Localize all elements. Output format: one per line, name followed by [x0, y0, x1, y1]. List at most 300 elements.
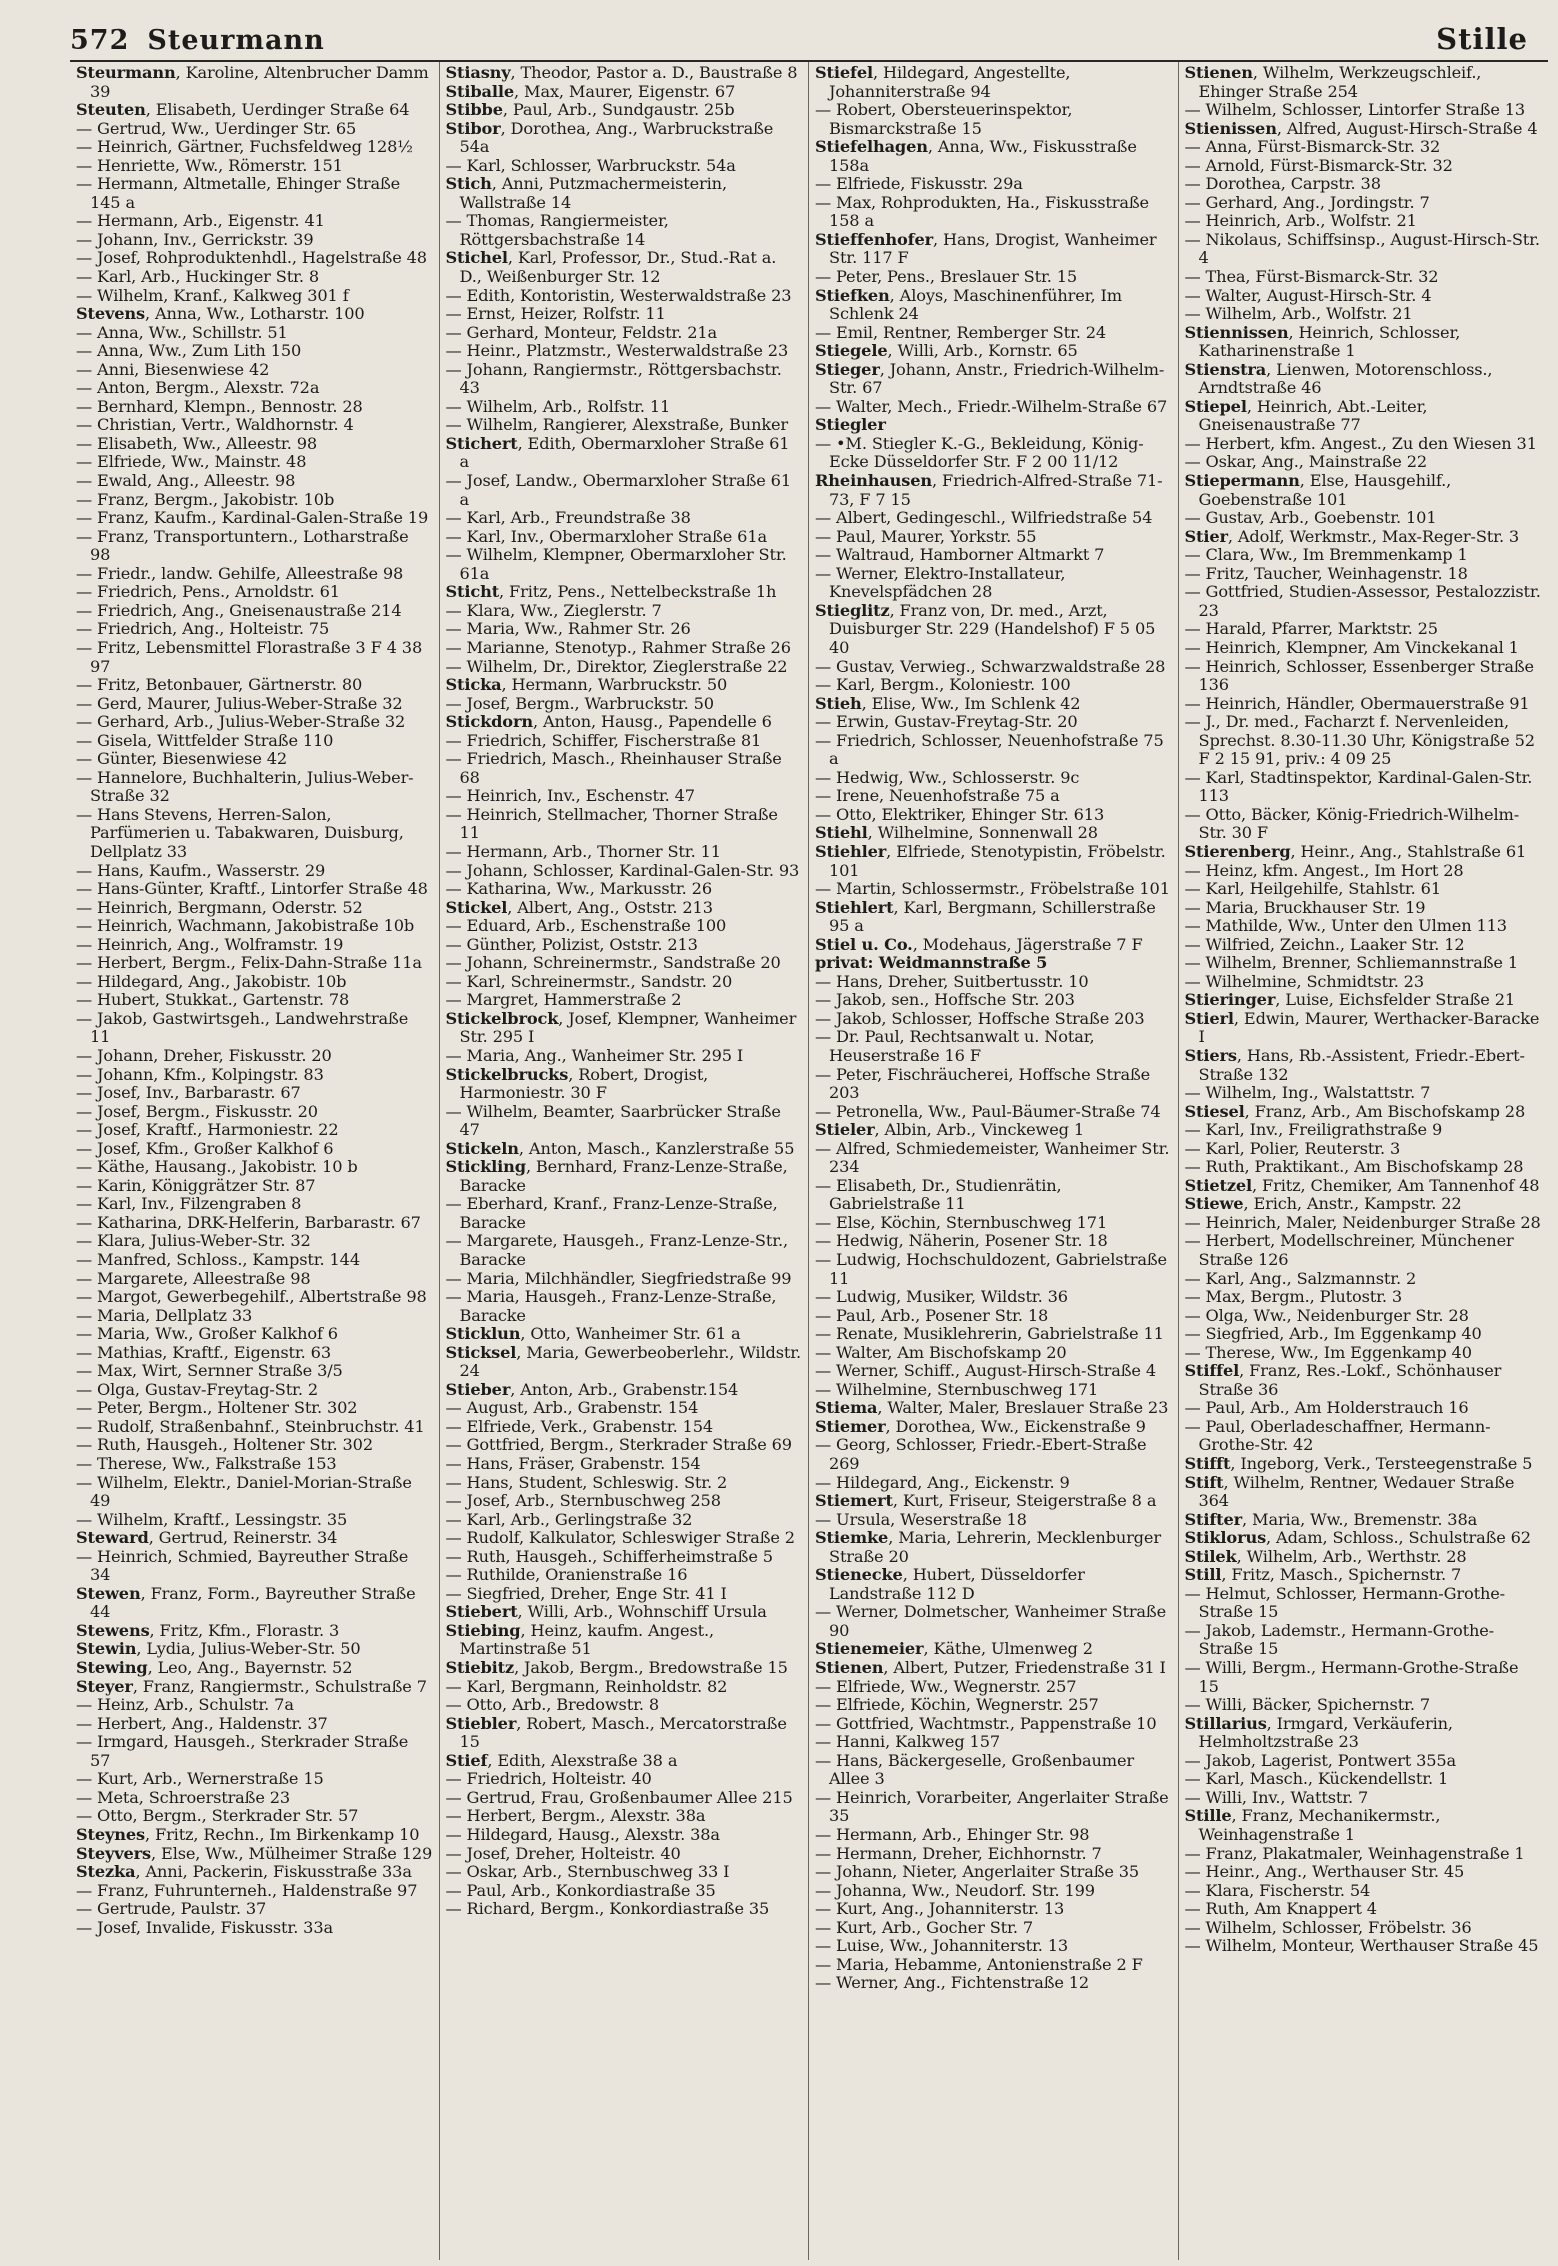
directory-entry: — Anna, Fürst-Bismarck-Str. 32: [1184, 137, 1441, 157]
directory-entry: Stibor, Dorothea, Ang., Warbruckstraße 54a: [445, 118, 774, 157]
directory-entry: — Irene, Neuenhofstraße 75 a: [815, 786, 1060, 806]
directory-entry: — Heinrich, Arb., Wolfstr. 21: [1184, 211, 1417, 231]
directory-entry: — Gertrude, Paulstr. 37: [76, 1899, 267, 1919]
directory-entry: — Hermann, Arb., Thorner Str. 11: [445, 841, 721, 861]
directory-entry: — Ewald, Ang., Alleestr. 98: [76, 471, 296, 491]
directory-entry: — Georg, Schlosser, Friedr.-Ebert-Straße 269: [815, 1435, 1147, 1474]
directory-entry: Stiel u. Co., Modehaus, Jägerstraße 7 F: [815, 934, 1143, 954]
directory-entry: Stiers, Hans, Rb.-Assistent, Friedr.-Ebert-Straße 132: [1184, 1045, 1525, 1084]
directory-entry: — Herbert, Bergm., Alexstr. 38a: [445, 1806, 706, 1826]
directory-entry: Stieringer, Luise, Eichsfelder Straße 21: [1184, 990, 1516, 1010]
directory-entry: Stiklorus, Adam, Schloss., Schulstraße 62: [1184, 1528, 1531, 1548]
directory-entry: Stewing, Leo, Ang., Bayernstr. 52: [76, 1658, 353, 1678]
directory-entry: — Heinr., Ang., Werthauser Str. 45: [1184, 1862, 1465, 1882]
directory-entry: — Gustav, Arb., Goebenstr. 101: [1184, 508, 1437, 528]
directory-entry: — Paul, Arb., Konkordiastraße 35: [445, 1880, 716, 1900]
directory-entry: — Ruth, Am Knappert 4: [1184, 1899, 1377, 1919]
directory-entry: Stiebert, Willi, Arb., Wohnschiff Ursula: [445, 1602, 767, 1622]
directory-entry: — Christian, Vertr., Waldhornstr. 4: [76, 415, 354, 435]
directory-entry: — Eberhard, Kranf., Franz-Lenze-Straße, Baracke: [445, 1194, 778, 1232]
directory-entry: — Karl, Heilgehilfe, Stahlstr. 61: [1184, 879, 1441, 899]
directory-entry: — Johann, Schlosser, Kardinal-Galen-Str. 93: [445, 860, 800, 880]
directory-entry: — Karl, Stadtinspektor, Kardinal-Galen-Str. 113: [1184, 767, 1533, 806]
directory-entry: — Gisela, Wittfelder Straße 110: [76, 730, 334, 750]
directory-entry: — Clara, Ww., Im Bremmenkamp 1: [1184, 545, 1468, 565]
directory-entry: Stiemke, Maria, Lehrerin, Mecklenburger Straße 20: [815, 1528, 1161, 1566]
directory-entry: — Johann, Dreher, Fiskusstr. 20: [76, 1045, 332, 1065]
directory-entry: Stierenberg, Heinr., Ang., Stahlstraße 61: [1184, 841, 1527, 861]
directory-entry: — Margret, Hammerstraße 2: [445, 990, 682, 1010]
header-last-entry: Stille: [1436, 22, 1528, 56]
directory-entry: — Jakob, Lademstr., Hermann-Grothe-Straße 15: [1184, 1620, 1494, 1659]
directory-entry: — Klara, Julius-Weber-Str. 32: [76, 1231, 311, 1251]
directory-entry: Stieffenhofer, Hans, Drogist, Wanheimer Str. 117 F: [815, 229, 1157, 268]
directory-entry: — Willi, Bergm., Hermann-Grothe-Straße 15: [1184, 1658, 1519, 1696]
directory-entry: — Jakob, Lagerist, Pontwert 355a: [1184, 1750, 1457, 1770]
directory-entry: — August, Arb., Grabenstr. 154: [445, 1398, 699, 1418]
directory-entry: — Hans Stevens, Herren-Salon, Parfümerien u. Tabakwaren, Duisburg, Dellplatz 33: [76, 804, 404, 861]
directory-entry: — Friedrich, Schiffer, Fischerstraße 81: [445, 730, 762, 750]
directory-entry: — Karl, Inv., Filzengraben 8: [76, 1194, 302, 1214]
directory-entry: — Hermann, Dreher, Eichhornstr. 7: [815, 1843, 1102, 1863]
directory-column-2: [440, 62, 810, 2260]
directory-entry: — Karl, Bergmann, Reinholdstr. 82: [445, 1676, 728, 1696]
directory-entry: — Peter, Fischräucherei, Hoffsche Straße 203: [815, 1064, 1151, 1103]
directory-entry: — Johann, Schreinermstr., Sandstraße 20: [445, 953, 781, 973]
directory-entry: Stickelbrock, Josef, Klempner, Wanheimer Str. 295 I: [445, 1008, 797, 1047]
directory-entry: — Peter, Pens., Breslauer Str. 15: [815, 267, 1078, 287]
directory-entry: Stiehlert, Karl, Bergmann, Schillerstraße 95 a: [815, 897, 1156, 936]
directory-entry: — Josef, Kraftf., Harmoniestr. 22: [76, 1120, 339, 1140]
directory-entry: — Max, Rohprodukten, Ha., Fiskusstraße 158 a: [815, 192, 1149, 231]
directory-entry: — Heinrich, Klempner, Am Vinckekanal 1: [1184, 637, 1519, 657]
directory-entry: — Fritz, Taucher, Weinhagenstr. 18: [1184, 563, 1468, 583]
directory-entry: — Wilhelm, Elektr., Daniel-Morian-Straße 49: [76, 1472, 412, 1511]
directory-entry: — Heinz, kfm. Angest., Im Hort 28: [1184, 860, 1464, 880]
directory-entry: — Heinrich, Stellmacher, Thorner Straße 11: [445, 804, 778, 843]
directory-entry: — Karl, Inv., Obermarxloher Straße 61a: [445, 526, 767, 546]
header-left: [70, 25, 325, 56]
directory-entry: Stiewe, Erich, Anstr., Kampstr. 22: [1184, 1194, 1462, 1214]
directory-entry: Stewin, Lydia, Julius-Weber-Str. 50: [76, 1639, 361, 1659]
directory-entry: — Wilhelm, Kraftf., Lessingstr. 35: [76, 1509, 348, 1529]
directory-entry: — Max, Bergm., Plutostr. 3: [1184, 1287, 1403, 1307]
directory-entry: Stienecke, Hubert, Düsseldorfer Landstraße 112 D: [815, 1565, 1085, 1603]
directory-entry: — Franz, Fuhrunterneh., Haldenstraße 97: [76, 1880, 418, 1900]
directory-entry: — Hanni, Kalkweg 157: [815, 1732, 1000, 1752]
directory-entry: privat: Weidmannstraße 5: [815, 953, 1048, 973]
directory-entry: — Ludwig, Hochschuldozent, Gabrielstraße 11: [815, 1250, 1167, 1288]
directory-entry: — Hildegard, Ang., Eickenstr. 9: [815, 1472, 1070, 1492]
directory-entry: Stevens, Anna, Ww., Lotharstr. 100: [76, 304, 365, 324]
directory-entry: — Edith, Kontoristin, Westerwaldstraße 23: [445, 285, 792, 305]
directory-entry: — Elisabeth, Dr., Studienrätin, Gabrielstraße 11: [815, 1175, 1062, 1214]
directory-entry: — Thomas, Rangiermeister, Röttgersbachstraße 14: [445, 211, 669, 249]
directory-entry: — Dorothea, Carpstr. 38: [1184, 174, 1381, 194]
directory-entry: — Herbert, Ang., Haldenstr. 37: [76, 1713, 328, 1733]
directory-entry: — Heinrich, Schlosser, Essenberger Straße 136: [1184, 656, 1534, 695]
directory-entry: — Oskar, Arb., Sternbuschweg 33 I: [445, 1862, 730, 1882]
directory-entry: — Paul, Arb., Posener Str. 18: [815, 1305, 1049, 1325]
directory-entry: — Luise, Ww., Johanniterstr. 13: [815, 1936, 1069, 1956]
directory-entry: — Margarete, Alleestraße 98: [76, 1268, 311, 1288]
directory-entry: — Anna, Ww., Schillstr. 51: [76, 322, 288, 342]
directory-entry: Stewens, Fritz, Kfm., Florastr. 3: [76, 1620, 340, 1640]
directory-entry: — Wilhelm, Arb., Rolfstr. 11: [445, 396, 671, 416]
directory-entry: — Eduard, Arb., Eschenstraße 100: [445, 916, 727, 936]
directory-entry: — Elfriede, Ww., Mainstr. 48: [76, 452, 307, 472]
directory-entry: — Karl, Masch., Kückendellstr. 1: [1184, 1769, 1449, 1789]
directory-entry: — Johann, Nieter, Angerlaiter Straße 35: [815, 1862, 1140, 1882]
directory-entry: — Gerhard, Monteur, Feldstr. 21a: [445, 322, 718, 342]
directory-entry: — Ludwig, Musiker, Wildstr. 36: [815, 1287, 1068, 1307]
directory-entry: — Wilhelm, Schlosser, Lintorfer Straße 13: [1184, 100, 1526, 120]
directory-entry: Stiebitz, Jakob, Bergm., Bredowstraße 15: [445, 1658, 788, 1678]
directory-entry: — Friedrich, Masch., Rheinhauser Straße 68: [445, 749, 782, 787]
directory-entry: — Herbert, Modellschreiner, Münchener Straße 126: [1184, 1231, 1514, 1269]
directory-entry: Stiepermann, Else, Hausgehilf., Goebenstraße 101: [1184, 471, 1452, 509]
directory-entry: Stichert, Edith, Obermarxloher Straße 61 a: [445, 433, 790, 472]
directory-entry: — Elfriede, Ww., Wegnerstr. 257: [815, 1676, 1077, 1696]
directory-entry: Stienen, Wilhelm, Werkzeugschleif., Ehinger Straße 254: [1184, 63, 1482, 101]
directory-entry: — Olga, Gustav-Freytag-Str. 2: [76, 1379, 318, 1399]
directory-entry: — Dr. Paul, Rechtsanwalt u. Notar, Heuserstraße 16 F: [815, 1027, 1095, 1065]
page-header: [70, 8, 1548, 62]
directory-entry: — Heinrich, Händler, Obermauerstraße 91: [1184, 693, 1530, 713]
directory-entry: — Johann, Kfm., Kolpingstr. 83: [76, 1064, 324, 1084]
directory-entry: Steyvers, Else, Ww., Mülheimer Straße 129: [76, 1843, 433, 1863]
directory-entry: — Renate, Musiklehrerin, Gabrielstraße 11: [815, 1324, 1164, 1344]
directory-entry: — Josef, Bergm., Fiskusstr. 20: [76, 1101, 318, 1121]
directory-entry: — Paul, Arb., Am Holderstrauch 16: [1184, 1398, 1469, 1418]
directory-entry: Stiemert, Kurt, Friseur, Steigerstraße 8 a: [815, 1491, 1157, 1511]
directory-entry: Still, Fritz, Masch., Spichernstr. 7: [1184, 1565, 1462, 1585]
directory-entry: — Katharina, Ww., Markusstr. 26: [445, 879, 712, 899]
directory-entry: — Therese, Ww., Falkstraße 153: [76, 1454, 337, 1474]
directory-entry: — Heinrich, Gärtner, Fuchsfeldweg 128½: [76, 137, 413, 157]
directory-entry: — Gerd, Maurer, Julius-Weber-Straße 32: [76, 693, 403, 713]
directory-entry: Stief, Edith, Alexstraße 38 a: [445, 1750, 678, 1770]
directory-entry: — Maria, Bruckhauser Str. 19: [1184, 897, 1426, 917]
directory-entry: — Hans, Bäckergeselle, Großenbaumer Allee 3: [815, 1750, 1135, 1789]
directory-entry: — Otto, Bergm., Sterkrader Str. 57: [76, 1806, 359, 1826]
directory-entry: — Arnold, Fürst-Bismarck-Str. 32: [1184, 155, 1453, 175]
directory-entry: Stilek, Wilhelm, Arb., Werthstr. 28: [1184, 1546, 1467, 1566]
directory-entry: — Hedwig, Näherin, Posener Str. 18: [815, 1231, 1108, 1251]
directory-entry: Stiegler: [815, 415, 886, 435]
directory-entry: — Hermann, Arb., Ehinger Str. 98: [815, 1824, 1090, 1844]
directory-entry: — Franz, Plakatmaler, Weinhagenstraße 1: [1184, 1843, 1525, 1863]
directory-entry: Stiehler, Elfriede, Stenotypistin, Fröbelstr. 101: [815, 841, 1166, 880]
directory-entry: — Josef, Arb., Sternbuschweg 258: [445, 1491, 721, 1511]
directory-entry: — Friedrich, Schlosser, Neuenhofstraße 75 a: [815, 730, 1164, 769]
directory-entry: — Margot, Gewerbegehilf., Albertstraße 98: [76, 1287, 427, 1307]
directory-entry: — Thea, Fürst-Bismarck-Str. 32: [1184, 267, 1439, 287]
directory-entry: — Karl, Schreinermstr., Sandstr. 20: [445, 971, 733, 991]
directory-entry: — Wilhelmine, Sternbuschweg 171: [815, 1379, 1099, 1399]
directory-entry: — Friedrich, Ang., Gneisenaustraße 214: [76, 600, 402, 620]
directory-entry: Stiema, Walter, Maler, Breslauer Straße 23: [815, 1398, 1169, 1418]
page-number: 572: [70, 25, 130, 56]
directory-entry: — Otto, Elektriker, Ehinger Str. 613: [815, 804, 1105, 824]
directory-entry: Stiegele, Willi, Arb., Kornstr. 65: [815, 341, 1078, 361]
directory-entry: — Wilfried, Zeichn., Laaker Str. 12: [1184, 934, 1465, 954]
directory-entry: — Werner, Dolmetscher, Wanheimer Straße 90: [815, 1602, 1167, 1640]
directory-entry: — Maria, Ang., Wanheimer Str. 295 I: [445, 1045, 744, 1065]
directory-entry: Stienissen, Alfred, August-Hirsch-Straße 4: [1184, 118, 1538, 138]
directory-entry: — J., Dr. med., Facharzt f. Nervenleiden, Sprechst. 8.30-11.30 Uhr, Königstraße 52 F 2 15 91, priv.: 4 09 25: [1184, 712, 1535, 769]
directory-entry: — Wilhelm, Brenner, Schliemannstraße 1: [1184, 953, 1518, 973]
directory-entry: — Franz, Transportuntern., Lotharstraße 98: [76, 526, 409, 565]
directory-entry: — Harald, Pfarrer, Marktstr. 25: [1184, 619, 1438, 639]
directory-entry: Stezka, Anni, Packerin, Fiskusstraße 33a: [76, 1862, 412, 1882]
directory-column-1: [70, 62, 440, 2260]
directory-entry: Stiepel, Heinrich, Abt.-Leiter, Gneisenaustraße 77: [1184, 396, 1428, 435]
directory-entry: — Jakob, sen., Hoffsche Str. 203: [815, 990, 1075, 1010]
directory-entry: — Elisabeth, Ww., Alleestr. 98: [76, 433, 317, 453]
directory-entry: — Ernst, Heizer, Rolfstr. 11: [445, 304, 666, 324]
directory-entry: — Kurt, Arb., Gocher Str. 7: [815, 1917, 1033, 1937]
directory-entry: — Katharina, DRK-Helferin, Barbarastr. 67: [76, 1212, 421, 1232]
directory-entry: Stiasny, Theodor, Pastor a. D., Baustraße 8: [445, 63, 798, 82]
directory-entry: — Wilhelm, Klempner, Obermarxloher Str. 61a: [445, 545, 787, 583]
directory-entry: — Maria, Milchhändler, Siegfriedstraße 99: [445, 1268, 792, 1288]
directory-entry: — Wilhelm, Dr., Direktor, Zieglerstraße 22: [445, 656, 788, 676]
directory-entry: Stieger, Johann, Anstr., Friedrich-Wilhelm-Str. 67: [815, 359, 1165, 398]
directory-entry: — Maria, Ww., Rahmer Str. 26: [445, 619, 691, 639]
directory-entry: — Petronella, Ww., Paul-Bäumer-Straße 74: [815, 1101, 1161, 1121]
directory-entry: — Siegfried, Arb., Im Eggenkamp 40: [1184, 1324, 1482, 1344]
directory-entry: — Johanna, Ww., Neudorf. Str. 199: [815, 1880, 1095, 1900]
directory-entry: — Maria, Ww., Großer Kalkhof 6: [76, 1324, 338, 1344]
directory-entry: — Gerhard, Arb., Julius-Weber-Straße 32: [76, 712, 406, 732]
directory-entry: — Albert, Gedingeschl., Wilfriedstraße 54: [815, 508, 1153, 528]
directory-entry: — Wilhelm, Beamter, Saarbrücker Straße 47: [445, 1101, 781, 1140]
directory-entry: — Franz, Bergm., Jakobistr. 10b: [76, 489, 335, 509]
directory-entry: — Gottfried, Bergm., Sterkrader Straße 69: [445, 1435, 792, 1455]
directory-entry: — Meta, Schroerstraße 23: [76, 1787, 291, 1807]
directory-entry: — Maria, Dellplatz 33: [76, 1305, 253, 1325]
directory-entry: — Karin, Königgrätzer Str. 87: [76, 1175, 316, 1195]
directory-entry: Stiehl, Wilhelmine, Sonnenwall 28: [815, 823, 1098, 843]
directory-entry: — Günther, Polizist, Oststr. 213: [445, 934, 698, 954]
directory-entry: — Kurt, Ang., Johanniterstr. 13: [815, 1899, 1065, 1919]
directory-entry: — Hubert, Stukkat., Gartenstr. 78: [76, 990, 350, 1010]
directory-entry: — Anna, Ww., Zum Lith 150: [76, 341, 302, 361]
directory-entry: Sticka, Hermann, Warbruckstr. 50: [445, 675, 728, 695]
directory-entry: — Gustav, Verwieg., Schwarzwaldstraße 28: [815, 656, 1166, 676]
directory-entry: — Herbert, Bergm., Felix-Dahn-Straße 11a: [76, 953, 422, 973]
directory-entry: Stifft, Ingeborg, Verk., Tersteegenstraße 5: [1184, 1454, 1533, 1474]
directory-entry: — Wilhelm, Arb., Wolfstr. 21: [1184, 304, 1413, 324]
header-first-entry: Steurmann: [147, 25, 325, 56]
directory-entry: Stiebing, Heinz, kaufm. Angest., Martinstraße 51: [445, 1620, 714, 1659]
directory-entry: — Werner, Elektro-Installateur, Knevelspfädchen 28: [815, 563, 1066, 602]
directory-entry: — Elfriede, Verk., Grabenstr. 154: [445, 1416, 714, 1436]
directory-entry: Stieber, Anton, Arb., Grabenstr.154: [445, 1379, 739, 1399]
directory-entry: — Peter, Bergm., Holtener Str. 302: [76, 1398, 358, 1418]
directory-entry: — Gottfried, Studien-Assessor, Pestalozzistr. 23: [1184, 582, 1541, 620]
directory-entry: — Wilhelm, Kranf., Kalkweg 301 f: [76, 285, 349, 305]
directory-entry: — Wilhelm, Monteur, Werthauser Straße 45: [1184, 1936, 1539, 1956]
directory-column-3: [809, 62, 1179, 2260]
directory-entry: Steward, Gertrud, Reinerstr. 34: [76, 1528, 338, 1548]
directory-entry: — Friedrich, Holteistr. 40: [445, 1769, 652, 1789]
directory-entry: — Walter, August-Hirsch-Str. 4: [1184, 285, 1432, 305]
directory-entry: — Max, Wirt, Sernner Straße 3/5: [76, 1361, 343, 1381]
directory-entry: — Hannelore, Buchhalterin, Julius-Weber-Straße 32: [76, 767, 414, 806]
directory-entry: — Gottfried, Wachtmstr., Pappenstraße 10: [815, 1713, 1157, 1733]
directory-entry: Stiesel, Franz, Arb., Am Bischofskamp 28: [1184, 1101, 1526, 1121]
directory-entry: — Josef, Inv., Barbarastr. 67: [76, 1083, 301, 1103]
directory-entry: — Herbert, kfm. Angest., Zu den Wiesen 31: [1184, 433, 1537, 453]
directory-entry: Sticklun, Otto, Wanheimer Str. 61 a: [445, 1324, 741, 1344]
directory-entry: — Wilhelm, Ing., Walstattstr. 7: [1184, 1083, 1431, 1103]
directory-entry: — Heinr., Platzmstr., Westerwaldstraße 23: [445, 341, 789, 361]
directory-entry: — Elfriede, Fiskusstr. 29a: [815, 174, 1023, 194]
directory-entry: Stienemeier, Käthe, Ulmenweg 2: [815, 1639, 1093, 1659]
directory-entry: Stieglitz, Franz von, Dr. med., Arzt, Duisburger Str. 229 (Handelshof) F 5 05 40: [815, 600, 1156, 657]
directory-entry: — Willi, Inv., Wattstr. 7: [1184, 1787, 1369, 1807]
directory-entry: — Josef, Rohproduktenhdl., Hagelstraße 48: [76, 248, 427, 268]
directory-entry: — Else, Köchin, Sternbuschweg 171: [815, 1212, 1108, 1232]
directory-entry: Stietzel, Fritz, Chemiker, Am Tannenhof 48: [1184, 1175, 1540, 1195]
directory-entry: — Walter, Am Bischofskamp 20: [815, 1342, 1067, 1362]
directory-entry: — Gerhard, Ang., Jordingstr. 7: [1184, 192, 1430, 212]
directory-entry: — Olga, Ww., Neidenburger Str. 28: [1184, 1305, 1469, 1325]
directory-entry: — Paul, Oberladeschaffner, Hermann-Grothe-Str. 42: [1184, 1416, 1491, 1455]
directory-entry: — Rudolf, Kalkulator, Schleswiger Straße 2: [445, 1528, 795, 1548]
directory-entry: — Josef, Dreher, Holteistr. 40: [445, 1843, 681, 1863]
directory-entry: — Karl, Arb., Gerlingstraße 32: [445, 1509, 693, 1529]
directory-entry: Stickdorn, Anton, Hausg., Papendelle 6: [445, 712, 772, 732]
directory-entry: — Hans, Dreher, Suitbertusstr. 10: [815, 971, 1089, 991]
directory-entry: — Maria, Hebamme, Antonienstraße 2 F: [815, 1954, 1143, 1974]
directory-entry: — Oskar, Ang., Mainstraße 22: [1184, 452, 1428, 472]
directory-entry: — Werner, Schiff., August-Hirsch-Straße 4: [815, 1361, 1156, 1381]
directory-entry: — Johann, Inv., Gerrickstr. 39: [76, 229, 314, 249]
directory-entry: Stiebler, Robert, Masch., Mercatorstraße 15: [445, 1713, 787, 1752]
directory-entry: — Wilhelmine, Schmidtstr. 23: [1184, 971, 1424, 991]
directory-entry: — Fritz, Lebensmittel Florastraße 3 F 4 38 97: [76, 637, 423, 676]
directory-entry: — Günter, Biesenwiese 42: [76, 749, 288, 769]
directory-entry: Stieh, Elise, Ww., Im Schlenk 42: [815, 693, 1081, 713]
directory-entry: — Mathilde, Ww., Unter den Ulmen 113: [1184, 916, 1507, 936]
directory-entry: — Hermann, Arb., Eigenstr. 41: [76, 211, 325, 231]
directory-entry: — Heinrich, Maler, Neidenburger Straße 28: [1184, 1212, 1541, 1232]
directory-entry: — Emil, Rentner, Remberger Str. 24: [815, 322, 1107, 342]
directory-entry: Steynes, Fritz, Rechn., Im Birkenkamp 10: [76, 1824, 420, 1844]
directory-entry: — Werner, Ang., Fichtenstraße 12: [815, 1973, 1090, 1993]
directory-entry: — Elfriede, Köchin, Wegnerstr. 257: [815, 1695, 1099, 1715]
directory-entry: — Ruth, Praktikant., Am Bischofskamp 28: [1184, 1157, 1524, 1177]
directory-entry: — Heinz, Arb., Schulstr. 7a: [76, 1695, 294, 1715]
directory-entry: — Hans, Student, Schleswig. Str. 2: [445, 1472, 728, 1492]
directory-entry: — Erwin, Gustav-Freytag-Str. 20: [815, 712, 1078, 732]
directory-entry: — Käthe, Hausang., Jakobistr. 10 b: [76, 1157, 358, 1177]
directory-entry: — Walter, Mech., Friedr.-Wilhelm-Straße 67: [815, 396, 1168, 416]
directory-entry: Stille, Franz, Mechanikermstr., Weinhagenstraße 1: [1184, 1806, 1441, 1844]
directory-entry: — Hans, Kaufm., Wasserstr. 29: [76, 860, 326, 880]
directory-entry: — Otto, Bäcker, König-Friedrich-Wilhelm-Str. 30 F: [1184, 804, 1520, 843]
directory-entry: — Johann, Rangiermstr., Röttgersbachstr. 43: [445, 359, 782, 398]
directory-entry: Sticht, Fritz, Pens., Nettelbeckstraße 1h: [445, 582, 777, 602]
directory-entry: Stifter, Maria, Ww., Bremenstr. 38a: [1184, 1509, 1478, 1529]
directory-entry: — Karl, Ang., Salzmannstr. 2: [1184, 1268, 1417, 1288]
directory-entry: — Hans-Günter, Kraftf., Lintorfer Straße 48: [76, 879, 428, 899]
directory-entry: Stichel, Karl, Professor, Dr., Stud.-Rat a. D., Weißenburger Str. 12: [445, 248, 777, 287]
directory-entry: Stibbe, Paul, Arb., Sundgaustr. 25b: [445, 100, 735, 120]
directory-entry: — Klara, Fischerstr. 54: [1184, 1880, 1371, 1900]
directory-entry: — Gertrud, Frau, Großenbaumer Allee 215: [445, 1787, 793, 1807]
directory-entry: — Hedwig, Ww., Schlosserstr. 9c: [815, 767, 1080, 787]
directory-entry: — Richard, Bergm., Konkordiastraße 35: [445, 1899, 770, 1919]
directory-entry: — Wilhelm, Rangierer, Alexstraße, Bunker: [445, 415, 789, 435]
directory-column-4: [1179, 62, 1549, 2260]
directory-entry: — Jakob, Schlosser, Hoffsche Straße 203: [815, 1008, 1145, 1028]
directory-entry: Stiemer, Dorothea, Ww., Eickenstraße 9: [815, 1416, 1146, 1436]
directory-entry: — Alfred, Schmiedemeister, Wanheimer Str. 234: [815, 1138, 1170, 1177]
directory-entry: Steyer, Franz, Rangiermstr., Schulstraße 7: [76, 1676, 427, 1696]
directory-entry: — Heinrich, Vorarbeiter, Angerlaiter Straße 35: [815, 1787, 1169, 1826]
directory-entry: — Heinrich, Schmied, Bayreuther Straße 34: [76, 1546, 409, 1585]
directory-entry: — Ruthilde, Oranienstraße 16: [445, 1565, 688, 1585]
directory-entry: — Ruth, Hausgeh., Schifferheimstraße 5: [445, 1546, 773, 1566]
directory-entry: Stewen, Franz, Form., Bayreuther Straße 44: [76, 1583, 416, 1622]
directory-entry: — Friedr., landw. Gehilfe, Alleestraße 98: [76, 563, 404, 583]
directory-entry: — Kurt, Arb., Wernerstraße 15: [76, 1769, 324, 1789]
directory-entry: — Friedrich, Ang., Holteistr. 75: [76, 619, 330, 639]
directory-entry: — Henriette, Ww., Römerstr. 151: [76, 155, 343, 175]
directory-entry: Steuten, Elisabeth, Uerdinger Straße 64: [76, 100, 410, 120]
directory-entry: — Ursula, Weserstraße 18: [815, 1509, 1027, 1529]
directory-entry: — Maria, Hausgeh., Franz-Lenze-Straße, Baracke: [445, 1287, 777, 1325]
directory-entry: — Josef, Landw., Obermarxloher Straße 61 a: [445, 471, 791, 509]
directory-entry: — Anton, Bergm., Alexstr. 72a: [76, 378, 320, 398]
directory-entry: — Heinrich, Bergmann, Oderstr. 52: [76, 897, 363, 917]
directory-entry: Stickeln, Anton, Masch., Kanzlerstraße 55: [445, 1138, 795, 1158]
directory-entry: — Josef, Bergm., Warbruckstr. 50: [445, 693, 714, 713]
directory-entry: — Rudolf, Straßenbahnf., Steinbruchstr. 41: [76, 1416, 425, 1436]
directory-entry: — Fritz, Betonbauer, Gärtnerstr. 80: [76, 675, 363, 695]
directory-entry: — Waltraud, Hamborner Altmarkt 7: [815, 545, 1105, 565]
directory-entry: — Therese, Ww., Im Eggenkamp 40: [1184, 1342, 1472, 1362]
directory-entry: — Ruth, Hausgeh., Holtener Str. 302: [76, 1435, 373, 1455]
directory-entry: — Helmut, Schlosser, Hermann-Grothe-Straße 15: [1184, 1583, 1505, 1622]
directory-entry: — Karl, Arb., Freundstraße 38: [445, 508, 691, 528]
directory-entry: Stiefel, Hildegard, Angestellte, Johanniterstraße 94: [815, 63, 1071, 101]
directory-entry: Stich, Anni, Putzmachermeisterin, Wallstraße 14: [445, 174, 727, 212]
directory-entry: Sticksel, Maria, Gewerbeoberlehr., Wildstr. 24: [445, 1342, 802, 1381]
directory-entry: Stillarius, Irmgard, Verkäuferin, Helmholtzstraße 23: [1184, 1713, 1453, 1752]
directory-entry: Stieler, Albin, Arb., Vinckeweg 1: [815, 1120, 1084, 1140]
directory-entry: — Hildegard, Hausg., Alexstr. 38a: [445, 1824, 720, 1844]
directory-entry: — •M. Stiegler K.-G., Bekleidung, König- Ecke Düsseldorfer Str. F 2 00 11/12: [815, 433, 1144, 472]
directory-entry: — Martin, Schlossermstr., Fröbelstraße 101: [815, 879, 1170, 899]
directory-entry: Stiballe, Max, Maurer, Eigenstr. 67: [445, 81, 736, 101]
directory-entry: — Karl, Bergm., Koloniestr. 100: [815, 675, 1071, 695]
directory-entry: — Heinrich, Ang., Wolframstr. 19: [76, 934, 344, 954]
directory-entry: — Hans, Fräser, Grabenstr. 154: [445, 1454, 701, 1474]
directory-entry: — Wilhelm, Schlosser, Fröbelstr. 36: [1184, 1917, 1472, 1937]
directory-entry: — Karl, Arb., Huckinger Str. 8: [76, 267, 319, 287]
directory-entry: — Paul, Maurer, Yorkstr. 55: [815, 526, 1037, 546]
directory-entry: — Jakob, Gastwirtsgeh., Landwehrstraße 11: [76, 1008, 409, 1047]
directory-entry: — Hermann, Altmetalle, Ehinger Straße 145 a: [76, 174, 401, 212]
directory-entry: — Klara, Ww., Zieglerstr. 7: [445, 600, 662, 620]
directory-entry: Stickel, Albert, Ang., Oststr. 213: [445, 897, 713, 917]
directory-entry: — Karl, Schlosser, Warbruckstr. 54a: [445, 155, 736, 175]
